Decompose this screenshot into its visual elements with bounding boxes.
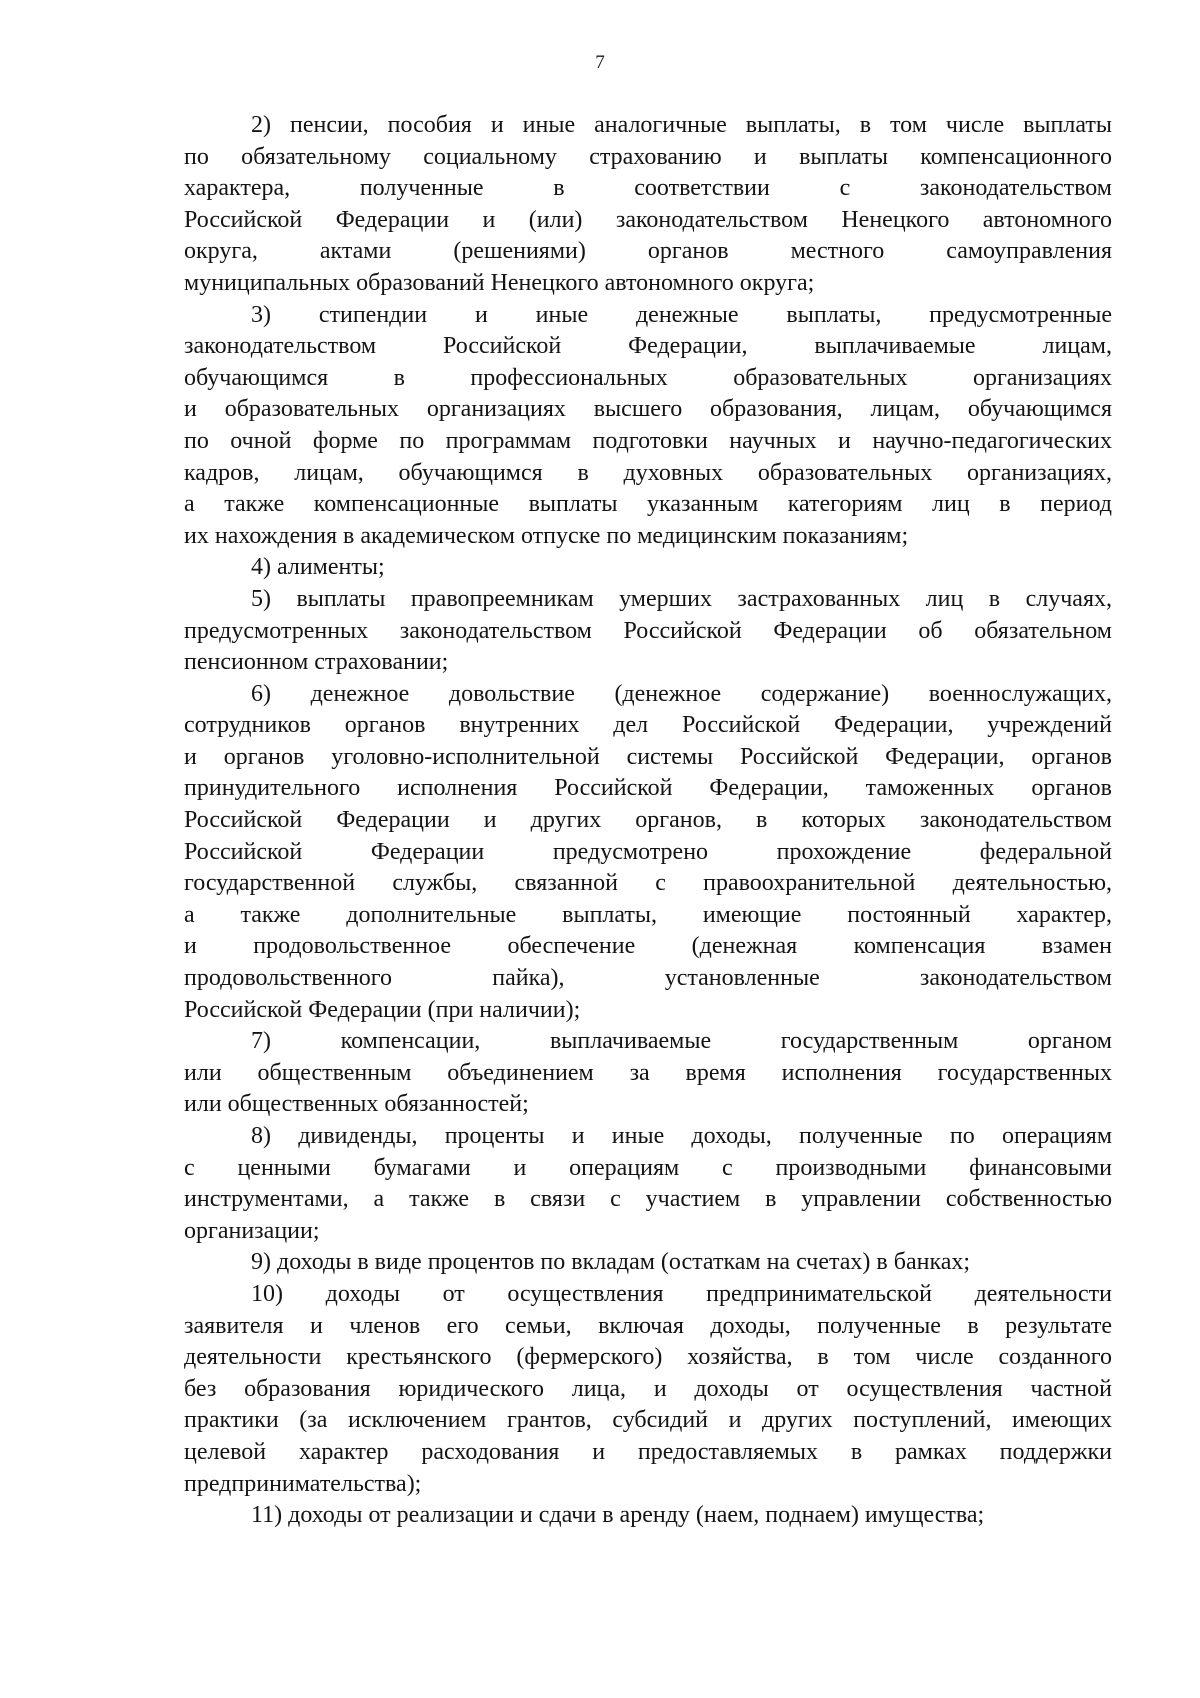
- text-line: 7) компенсации, выплачиваемые государственным органом: [251, 1028, 1112, 1055]
- text-line: 5) выплаты правопреемникам умерших застрахованных лиц в случаях,: [251, 585, 1112, 612]
- paragraph: [184, 1279, 1112, 1500]
- text-line: по очной форме по программам подготовки научных и научно-педагогических: [184, 427, 1112, 454]
- text-line: 11) доходы от реализации и сдачи в аренду (наем, поднаем) имущества;: [251, 1502, 985, 1529]
- text-line: муниципальных образований Ненецкого автономного округа;: [184, 269, 815, 296]
- text-line: 3) стипендии и иные денежные выплаты, предусмотренные: [251, 301, 1112, 328]
- text-line: Российской Федерации (при наличии);: [184, 996, 581, 1023]
- text-line: 6) денежное довольствие (денежное содержание) военнослужащих,: [251, 680, 1112, 707]
- text-line: целевой характер расходования и предоставляемых в рамках поддержки: [184, 1438, 1112, 1465]
- paragraph: [184, 679, 1112, 1027]
- paragraph: [184, 1247, 1112, 1279]
- paragraph: [184, 1121, 1112, 1247]
- paragraph: [184, 552, 1112, 584]
- text-line: законодательством Российской Федерации, выплачиваемые лицам,: [184, 333, 1112, 360]
- page-number: 7: [595, 52, 605, 73]
- text-line: государственной службы, связанной с правоохранительной деятельностью,: [184, 870, 1112, 897]
- text-line: кадров, лицам, обучающимся в духовных образовательных организациях,: [184, 459, 1112, 486]
- paragraph: [184, 584, 1112, 679]
- text-line: 10) доходы от осуществления предпринимательской деятельности: [251, 1280, 1112, 1307]
- text-line: и органов уголовно-исполнительной системы Российской Федерации, органов: [184, 743, 1112, 770]
- text-line: обучающимся в профессиональных образовательных организациях: [184, 364, 1112, 391]
- text-line: предпринимательства);: [184, 1470, 422, 1497]
- text-line: а также дополнительные выплаты, имеющие постоянный характер,: [184, 901, 1112, 928]
- paragraph: [184, 110, 1112, 300]
- text-line: а также компенсационные выплаты указанным категориям лиц в период: [184, 491, 1112, 518]
- text-line: или общественных обязанностей;: [184, 1091, 529, 1118]
- text-line: принудительного исполнения Российской Федерации, таможенных органов: [184, 775, 1112, 802]
- text-line: сотрудников органов внутренних дел Российской Федерации, учреждений: [184, 712, 1112, 739]
- text-line: Российской Федерации и (или) законодательством Ненецкого автономного: [184, 206, 1112, 233]
- text-line: округа, актами (решениями) органов местного самоуправления: [184, 238, 1112, 265]
- text-line: характера, полученные в соответствии с законодательством: [184, 175, 1112, 202]
- text-line: 9) доходы в виде процентов по вкладам (остаткам на счетах) в банках;: [251, 1249, 971, 1276]
- paragraph: [184, 1500, 1112, 1532]
- text-line: пенсионном страховании;: [184, 649, 449, 676]
- text-line: и образовательных организациях высшего образования, лицам, обучающимся: [184, 396, 1112, 423]
- text-line: с ценными бумагами и операциям с производными финансовыми: [184, 1154, 1112, 1181]
- text-line: или общественным объединением за время исполнения государственных: [184, 1059, 1112, 1086]
- text-line: Российской Федерации предусмотрено прохождение федеральной: [184, 838, 1112, 865]
- text-line: 4) алименты;: [251, 554, 385, 581]
- text-line: Российской Федерации и других органов, в которых законодательством: [184, 807, 1112, 834]
- text-line: и продовольственное обеспечение (денежная компенсация взамен: [184, 933, 1112, 960]
- text-line: организации;: [184, 1217, 320, 1244]
- text-line: 8) дивиденды, проценты и иные доходы, полученные по операциям: [251, 1123, 1112, 1149]
- text-line: инструментами, а также в связи с участием в управлении собственностью: [184, 1186, 1112, 1213]
- paragraph: [184, 300, 1112, 553]
- text-line: продовольственного пайка), установленные законодательством: [184, 965, 1112, 992]
- text-line: по обязательному социальному страхованию и выплаты компенсационного: [184, 143, 1112, 170]
- text-line: предусмотренных законодательством Российской Федерации об обязательном: [184, 617, 1112, 644]
- text-line: их нахождения в академическом отпуске по медицинским показаниям;: [184, 522, 909, 549]
- paragraph: [184, 1026, 1112, 1121]
- text-line: практики (за исключением грантов, субсидий и других поступлений, имеющих: [184, 1407, 1112, 1434]
- document-body: [184, 110, 1112, 1532]
- text-line: 2) пенсии, пособия и иные аналогичные выплаты, в том числе выплаты: [251, 112, 1112, 138]
- text-line: деятельности крестьянского (фермерского) хозяйства, в том числе созданного: [184, 1344, 1112, 1371]
- text-line: без образования юридического лица, и доходы от осуществления частной: [184, 1375, 1112, 1402]
- text-line: заявителя и членов его семьи, включая доходы, полученные в результате: [184, 1312, 1112, 1339]
